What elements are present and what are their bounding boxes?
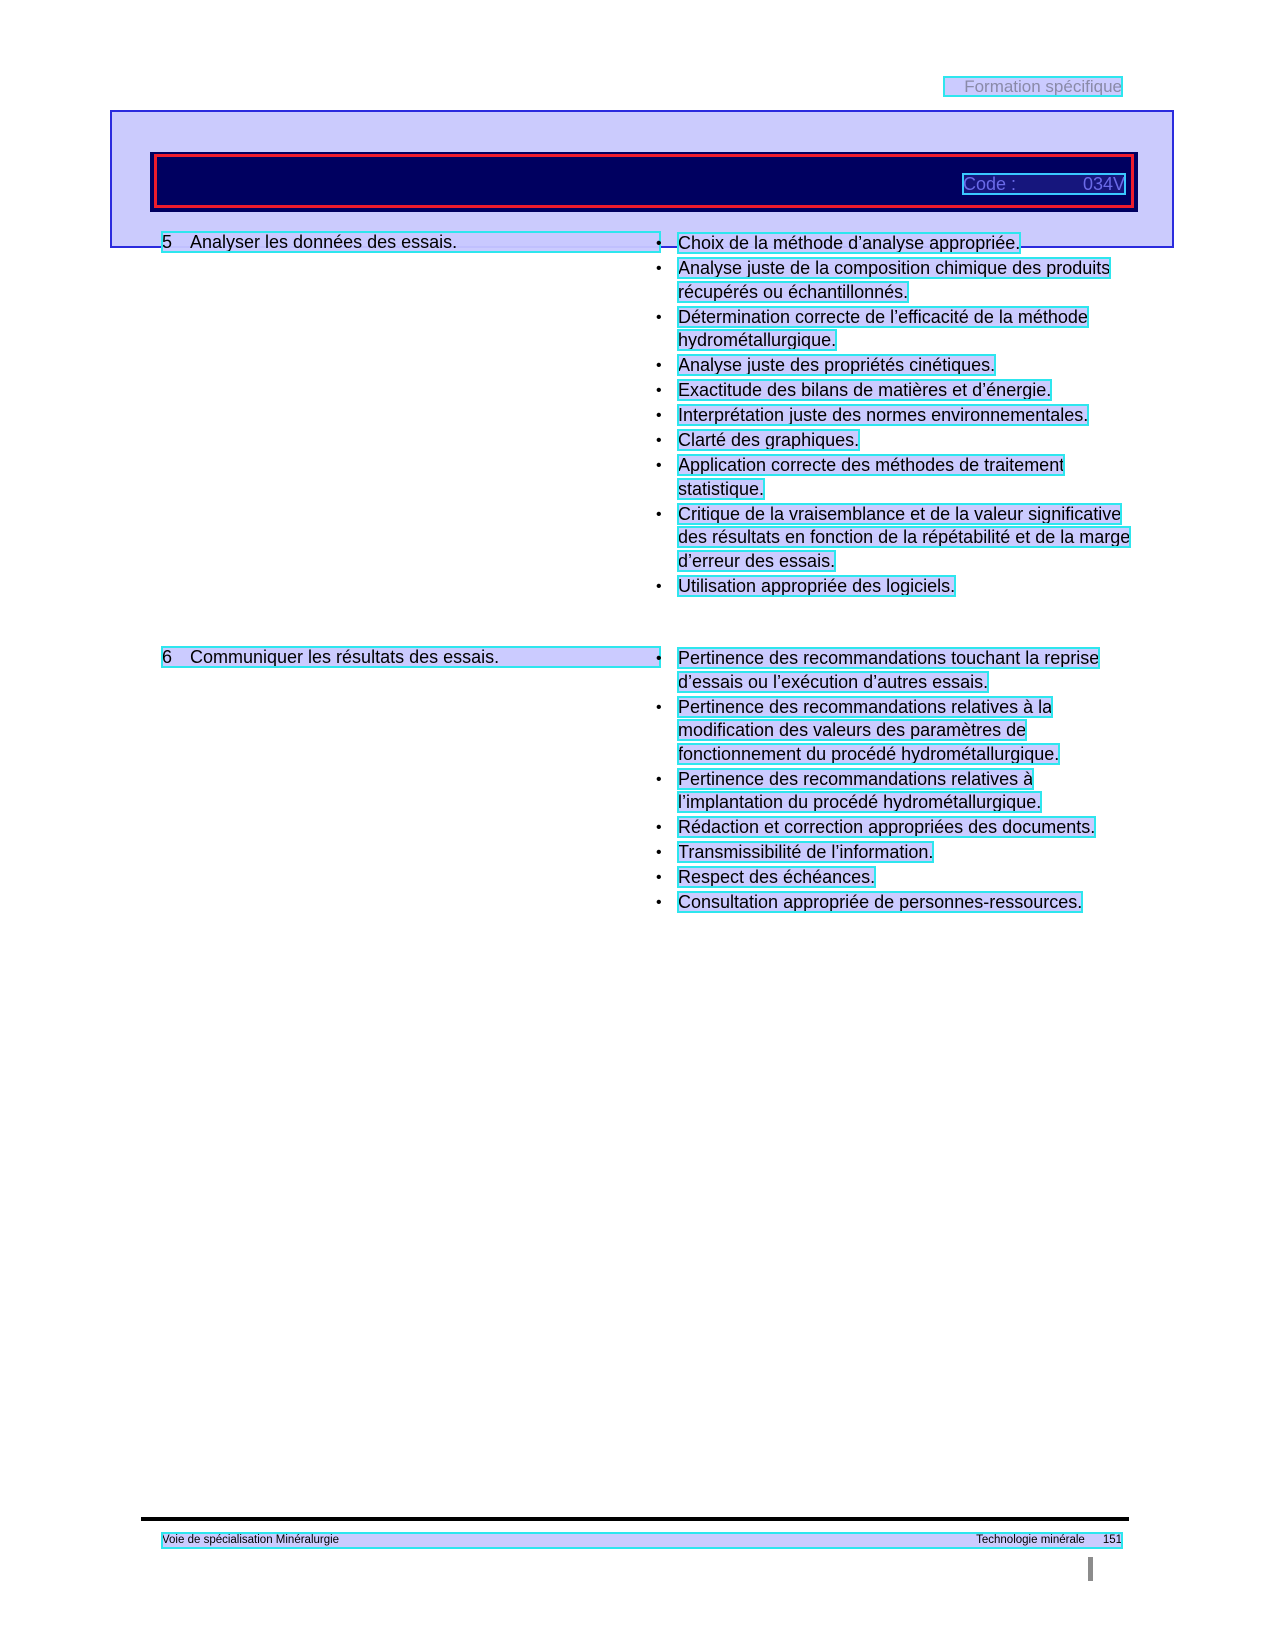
footer-left-text: Voie de spécialisation Minéralurgie [162, 1534, 340, 1546]
list-item [656, 647, 1138, 694]
step-5-label [162, 232, 660, 252]
criterion-text: Interprétation juste des normes environnementales. [678, 405, 1089, 425]
footer-right-label: Technologie minérale [976, 1534, 1085, 1546]
code-value: 034V [1082, 174, 1125, 194]
criterion-text: Détermination correcte de l’efficacité de la méthode hydrométallurgique. [678, 306, 1088, 350]
step-title: Analyser les données des essais. [190, 232, 458, 252]
criterion-text: Rédaction et correction appropriées des documents. [678, 817, 1096, 837]
list-item [656, 454, 1138, 501]
bullet-icon: • [656, 505, 662, 523]
list-item [656, 429, 1138, 453]
criterion-text: Choix de la méthode d’analyse appropriée. [678, 233, 1021, 253]
step-number: 6 [162, 647, 173, 667]
criterion-text: Pertinence des recommandations touchant la reprise d’essais ou l’exécution d’autres essais. [678, 648, 1100, 692]
bullet-icon: • [656, 698, 662, 716]
list-item [656, 575, 1138, 599]
list-item [656, 232, 1138, 256]
bullet-icon: • [656, 382, 662, 399]
criterion-text: Application correcte des méthodes de traitement statistique. [678, 455, 1065, 499]
bullet-icon: • [656, 308, 662, 326]
list-item [656, 768, 1138, 815]
criterion-text: Analyse juste des propriétés cinétiques. [678, 355, 996, 375]
bullet-icon: • [656, 260, 662, 277]
bullet-icon: • [656, 819, 662, 836]
bullet-icon: • [656, 894, 662, 911]
list-item [656, 891, 1138, 915]
bullet-icon: • [656, 844, 662, 861]
list-item [656, 816, 1138, 840]
bullet-icon: • [656, 407, 662, 424]
criterion-text: Respect des échéances. [678, 867, 876, 887]
criterion-text: Critique de la vraisemblance et de la valeur significative des résultats en fonction de la répétabilité et de la marge d’erreur des essais. [678, 503, 1131, 571]
list-item [656, 696, 1138, 767]
step-6-criteria-list [656, 647, 1138, 916]
bullet-icon: • [656, 869, 662, 886]
criterion-text: Consultation appropriée de personnes-ressources. [678, 892, 1083, 912]
page-marker [1088, 1557, 1093, 1581]
criterion-text: Utilisation appropriée des logiciels. [678, 575, 956, 596]
bullet-icon: • [656, 432, 662, 449]
title-bar-frame [154, 154, 1134, 208]
list-item [656, 306, 1138, 353]
list-item [656, 379, 1138, 403]
criterion-text: Exactitude des bilans de matières et d’énergie. [678, 380, 1052, 400]
criterion-text: Pertinence des recommandations relatives à l’implantation du procédé hydrométallurgique. [678, 768, 1042, 812]
step-5-criteria-list [656, 232, 1138, 600]
step-title: Communiquer les résultats des essais. [190, 647, 500, 667]
title-bar [150, 152, 1138, 212]
bullet-icon: • [656, 770, 662, 788]
list-item [656, 404, 1138, 428]
list-item [656, 503, 1138, 574]
bullet-icon: • [656, 650, 662, 667]
footer-right [976, 1533, 1122, 1548]
page-header-label: Formation spécifique [944, 77, 1122, 96]
bullet-icon: • [656, 577, 662, 595]
page-footer [162, 1533, 1122, 1548]
step-number: 5 [162, 232, 173, 252]
footer-rule [141, 1517, 1129, 1521]
criterion-text: Transmissibilité de l’information. [678, 842, 934, 862]
code-label: Code : [963, 174, 1017, 194]
list-item [656, 841, 1138, 865]
list-item [656, 354, 1138, 378]
bullet-icon: • [656, 457, 662, 474]
step-6-label [162, 647, 660, 667]
bullet-icon: • [656, 235, 662, 252]
bullet-icon: • [656, 357, 662, 374]
criterion-text: Pertinence des recommandations relatives à la modification des valeurs des paramètres de fonctionnement du procédé hydrométallurgique. [678, 696, 1060, 764]
criterion-text: Analyse juste de la composition chimique des produits récupérés ou échantillonnés. [678, 258, 1111, 302]
criterion-text: Clarté des graphiques. [678, 430, 860, 450]
page-number: 151 [1102, 1534, 1122, 1546]
list-item [656, 866, 1138, 890]
title-panel [110, 110, 1174, 248]
code-field [963, 174, 1125, 194]
list-item [656, 257, 1138, 304]
